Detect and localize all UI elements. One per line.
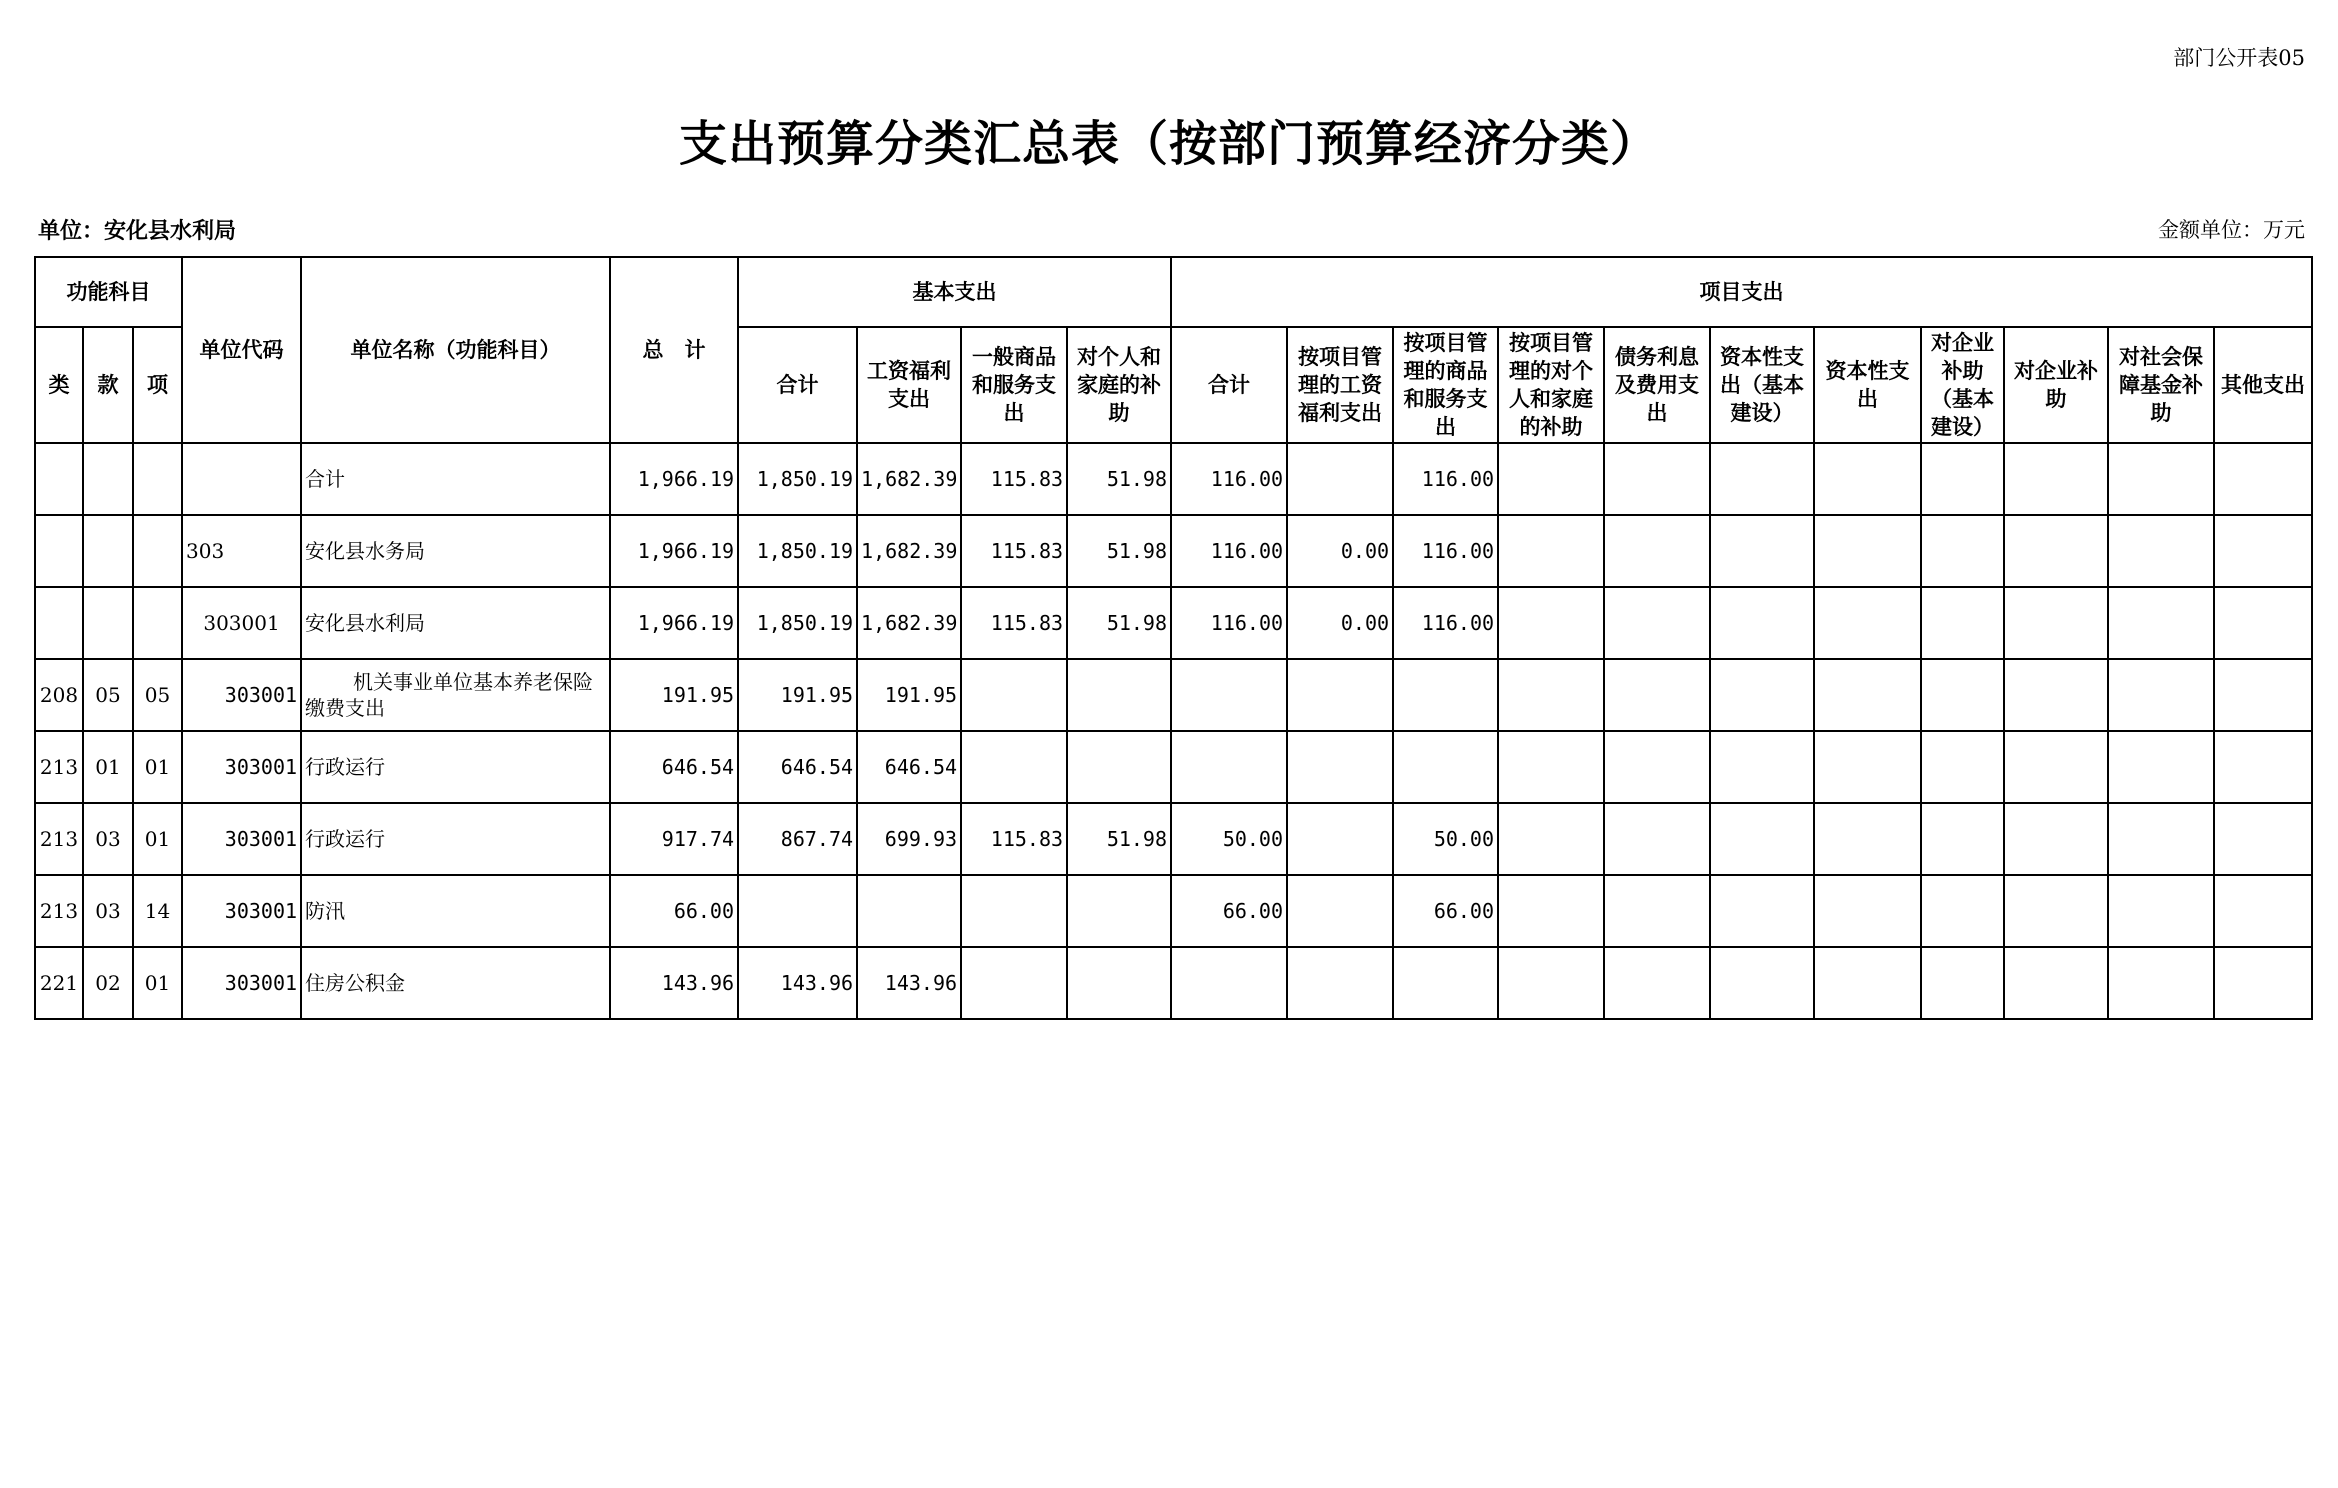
col-project-capital-basic: 资本性支出（基本建设） [1710,327,1814,443]
cell-name: 防汛 [301,875,610,947]
table-row [35,803,2312,875]
cell-total: 66.00 [610,875,738,947]
cell-project-salary [1287,443,1393,515]
cell-kuan: 03 [83,803,133,875]
col-project-debt: 债务利息及费用支出 [1604,327,1710,443]
cell-lei: 213 [35,803,83,875]
budget-table [34,256,2313,1020]
cell-project-total: 50.00 [1171,803,1287,875]
cell-xiang: 01 [133,803,182,875]
cell-kuan: 05 [83,659,133,731]
cell-code [182,443,301,515]
cell-basic-goods [961,659,1067,731]
amount-unit-label: 金额单位：万元 [2158,218,2305,242]
cell-lei: 221 [35,947,83,1019]
cell-lei [35,443,83,515]
cell-basic-salary: 191.95 [857,659,961,731]
cell-project-salary [1287,875,1393,947]
cell-basic-personal: 51.98 [1067,803,1171,875]
cell-xiang: 01 [133,731,182,803]
col-project-total: 合计 [1171,327,1287,443]
cell-name: 合计 [301,443,610,515]
cell-name: 行政运行 [301,803,610,875]
cell-project-goods: 116.00 [1393,587,1498,659]
cell-basic-goods [961,947,1067,1019]
cell-lei [35,515,83,587]
col-project-social: 对社会保障基金补助 [2108,327,2214,443]
cell-lei [35,587,83,659]
table-row [35,947,2312,1019]
cell-project-total [1171,947,1287,1019]
cell-basic-goods: 115.83 [961,803,1067,875]
col-basic-personal: 对个人和家庭的补助 [1067,327,1171,443]
cell-kuan [83,587,133,659]
cell-xiang [133,515,182,587]
cell-total: 1,966.19 [610,515,738,587]
cell-code: 303001 [182,803,301,875]
cell-lei: 208 [35,659,83,731]
table-row [35,587,2312,659]
col-project-capital: 资本性支出 [1814,327,1921,443]
header-row-1 [35,257,2312,327]
cell-project-goods: 66.00 [1393,875,1498,947]
cell-total: 646.54 [610,731,738,803]
col-unit-name: 单位名称（功能科目） [301,257,610,443]
page-title: 支出预算分类汇总表（按部门预算经济分类） [678,116,1659,172]
cell-basic-goods [961,875,1067,947]
col-project-enterprise: 对企业补助 [2004,327,2108,443]
cell-lei: 213 [35,875,83,947]
cell-basic-total: 1,850.19 [738,587,857,659]
col-project-other: 其他支出 [2214,327,2312,443]
cell-project-total: 116.00 [1171,515,1287,587]
cell-basic-total: 646.54 [738,731,857,803]
cell-basic-salary: 699.93 [857,803,961,875]
table-row [35,731,2312,803]
cell-basic-salary [857,875,961,947]
cell-total: 191.95 [610,659,738,731]
cell-kuan [83,443,133,515]
cell-total: 143.96 [610,947,738,1019]
col-basic-total: 合计 [738,327,857,443]
cell-code: 303001 [182,587,301,659]
cell-basic-salary: 1,682.39 [857,443,961,515]
cell-name: 行政运行 [301,731,610,803]
table-row [35,875,2312,947]
cell-basic-total: 143.96 [738,947,857,1019]
cell-kuan: 02 [83,947,133,1019]
col-basic: 基本支出 [738,257,1171,327]
cell-basic-total: 867.74 [738,803,857,875]
unit-label: 单位：安化县水利局 [38,219,237,244]
cell-basic-personal [1067,659,1171,731]
cell-project-salary [1287,659,1393,731]
cell-basic-salary: 646.54 [857,731,961,803]
cell-project-goods [1393,659,1498,731]
cell-code: 303001 [182,875,301,947]
col-kuan: 款 [83,327,133,443]
cell-basic-total: 1,850.19 [738,443,857,515]
cell-project-goods: 116.00 [1393,515,1498,587]
cell-project-salary: 0.00 [1287,515,1393,587]
cell-project-total: 66.00 [1171,875,1287,947]
cell-xiang: 14 [133,875,182,947]
cell-total: 917.74 [610,803,738,875]
table-row [35,515,2312,587]
col-basic-salary: 工资福利支出 [857,327,961,443]
col-basic-goods: 一般商品和服务支出 [961,327,1067,443]
cell-basic-personal [1067,875,1171,947]
cell-basic-salary: 1,682.39 [857,587,961,659]
cell-basic-goods: 115.83 [961,515,1067,587]
cell-name: 机关事业单位基本养老保险缴费支出 [301,659,610,731]
cell-xiang: 05 [133,659,182,731]
cell-total: 1,966.19 [610,587,738,659]
cell-name: 安化县水利局 [301,587,610,659]
cell-code: 303001 [182,947,301,1019]
table-code: 部门公开表05 [2173,46,2305,70]
col-lei: 类 [35,327,83,443]
cell-kuan: 01 [83,731,133,803]
col-unit-code: 单位代码 [182,257,301,443]
cell-basic-personal: 51.98 [1067,515,1171,587]
cell-project-salary [1287,947,1393,1019]
cell-project-total: 116.00 [1171,587,1287,659]
table-row [35,659,2312,731]
cell-project-salary [1287,731,1393,803]
cell-basic-salary: 143.96 [857,947,961,1019]
cell-basic-personal [1067,731,1171,803]
cell-project-salary: 0.00 [1287,587,1393,659]
cell-code: 303001 [182,659,301,731]
col-project: 项目支出 [1171,257,2312,327]
table-row [35,443,2312,515]
cell-total: 1,966.19 [610,443,738,515]
cell-project-goods [1393,731,1498,803]
cell-xiang [133,587,182,659]
cell-code: 303001 [182,731,301,803]
cell-xiang [133,443,182,515]
cell-project-goods [1393,947,1498,1019]
cell-project-total: 116.00 [1171,443,1287,515]
cell-basic-total: 191.95 [738,659,857,731]
cell-code: 303 [182,515,301,587]
cell-project-total [1171,659,1287,731]
cell-name: 安化县水务局 [301,515,610,587]
cell-kuan [83,515,133,587]
cell-basic-personal: 51.98 [1067,443,1171,515]
cell-basic-goods [961,731,1067,803]
col-project-personal: 按项目管理的对个人和家庭的补助 [1498,327,1604,443]
cell-project-salary [1287,803,1393,875]
cell-basic-personal: 51.98 [1067,587,1171,659]
col-project-enterprise-basic: 对企业补助（基本建设） [1921,327,2004,443]
cell-name: 住房公积金 [301,947,610,1019]
cell-project-goods: 50.00 [1393,803,1498,875]
cell-basic-total: 1,850.19 [738,515,857,587]
cell-basic-total [738,875,857,947]
cell-project-goods: 116.00 [1393,443,1498,515]
col-func-subject: 功能科目 [35,257,182,327]
col-project-goods: 按项目管理的商品和服务支出 [1393,327,1498,443]
col-xiang: 项 [133,327,182,443]
col-project-salary: 按项目管理的工资福利支出 [1287,327,1393,443]
cell-lei: 213 [35,731,83,803]
cell-basic-goods: 115.83 [961,587,1067,659]
cell-basic-salary: 1,682.39 [857,515,961,587]
col-total: 总 计 [610,257,738,443]
cell-xiang: 01 [133,947,182,1019]
cell-project-total [1171,731,1287,803]
cell-kuan: 03 [83,875,133,947]
cell-basic-personal [1067,947,1171,1019]
cell-basic-goods: 115.83 [961,443,1067,515]
